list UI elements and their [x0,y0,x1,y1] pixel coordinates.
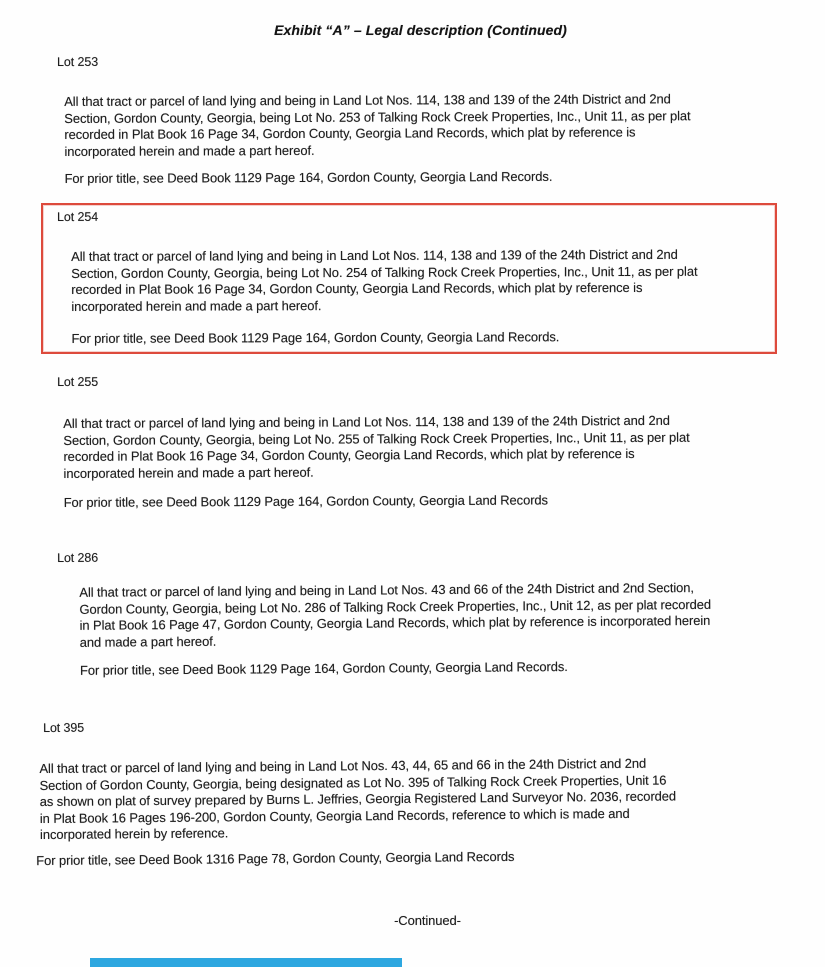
lot-label: Lot 255 [57,374,99,389]
lot-description: All that tract or parcel of land lying and being in Land Lot Nos. 114, 138 and 139 of the 24th District and 2nd Section, Gordon County, Georgia, being Lot No. 253 of Talking Rock Creek Properties, Inc., Unit 11, as per plat recorded in Plat Book 16 Page 34, Gordon County, Georgia Land Records, which plat by reference is incorporated herein and made a part hereof. [64,91,691,159]
prior-title-note: For prior title, see Deed Book 1129 Page 164, Gordon County, Georgia Land Records. [71,329,560,346]
section-lot-286 [57,545,712,680]
lot-label: Lot 254 [57,209,99,224]
prior-title-note: For prior title, see Deed Book 1129 Page 164, Gordon County, Georgia Land Records [63,492,548,510]
section-lot-254 [57,207,698,348]
lot-label: Lot 286 [57,550,99,565]
bottom-accent-bar [90,958,402,967]
lot-description: All that tract or parcel of land lying and being in Land Lot Nos. 114, 138 and 139 of the 24th District and 2nd Section, Gordon County, Georgia, being Lot No. 255 of Talking Rock Creek Properties, Inc., Unit 11, as per plat recorded in Plat Book 16 Page 34, Gordon County, Georgia Land Records, which plat by reference is incorporated herein and made a part hereof. [63,412,690,481]
section-lot-395 [36,714,677,869]
lot-label: Lot 395 [43,720,85,735]
lot-description: All that tract or parcel of land lying and being in Land Lot Nos. 43, 44, 65 and 66 in the 24th District and 2nd Section of Gordon County, Georgia, being designated as Lot No. 395 of Talking Rock Creek Properties, Unit 16 as shown on plat of survey prepared by Burns L. Jeffries, Georgia Registered Land Surveyor No. 2036, recorded in Plat Book 16 Pages 196-200, Gordon County, Georgia Land Records, reference to which is made and incorporated herein by reference. [39,755,677,843]
prior-title-note: For prior title, see Deed Book 1129 Page 164, Gordon County, Georgia Land Records. [79,658,568,678]
lot-description: All that tract or parcel of land lying and being in Land Lot Nos. 43 and 66 of the 24th District and 2nd Section, Gordon County, Georgia, being Lot No. 286 of Talking Rock Creek Properties, Inc., Unit 12, as per plat recorded in Plat Book 16 Page 47, Gordon County, Georgia Land Records, which plat by reference is incorporated herein and made a part hereof. [79,579,712,650]
continued-label: -Continued- [394,913,461,928]
page-title: Exhibit “A” – Legal description (Continued) [274,22,567,38]
section-lot-255 [57,371,690,512]
prior-title-note: For prior title, see Deed Book 1316 Page 78, Gordon County, Georgia Land Records [36,848,515,869]
lot-label: Lot 253 [57,54,99,69]
prior-title-note: For prior title, see Deed Book 1129 Page 164, Gordon County, Georgia Land Records. [64,168,553,186]
lot-description: All that tract or parcel of land lying and being in Land Lot Nos. 114, 138 and 139 of the 24th District and 2nd Section, Gordon County, Georgia, being Lot No. 254 of Talking Rock Creek Properties, Inc., Unit 11, as per plat recorded in Plat Book 16 Page 34, Gordon County, Georgia Land Records, which plat by reference is incorporated herein and made a part hereof. [71,246,698,314]
section-lot-253 [57,51,691,187]
